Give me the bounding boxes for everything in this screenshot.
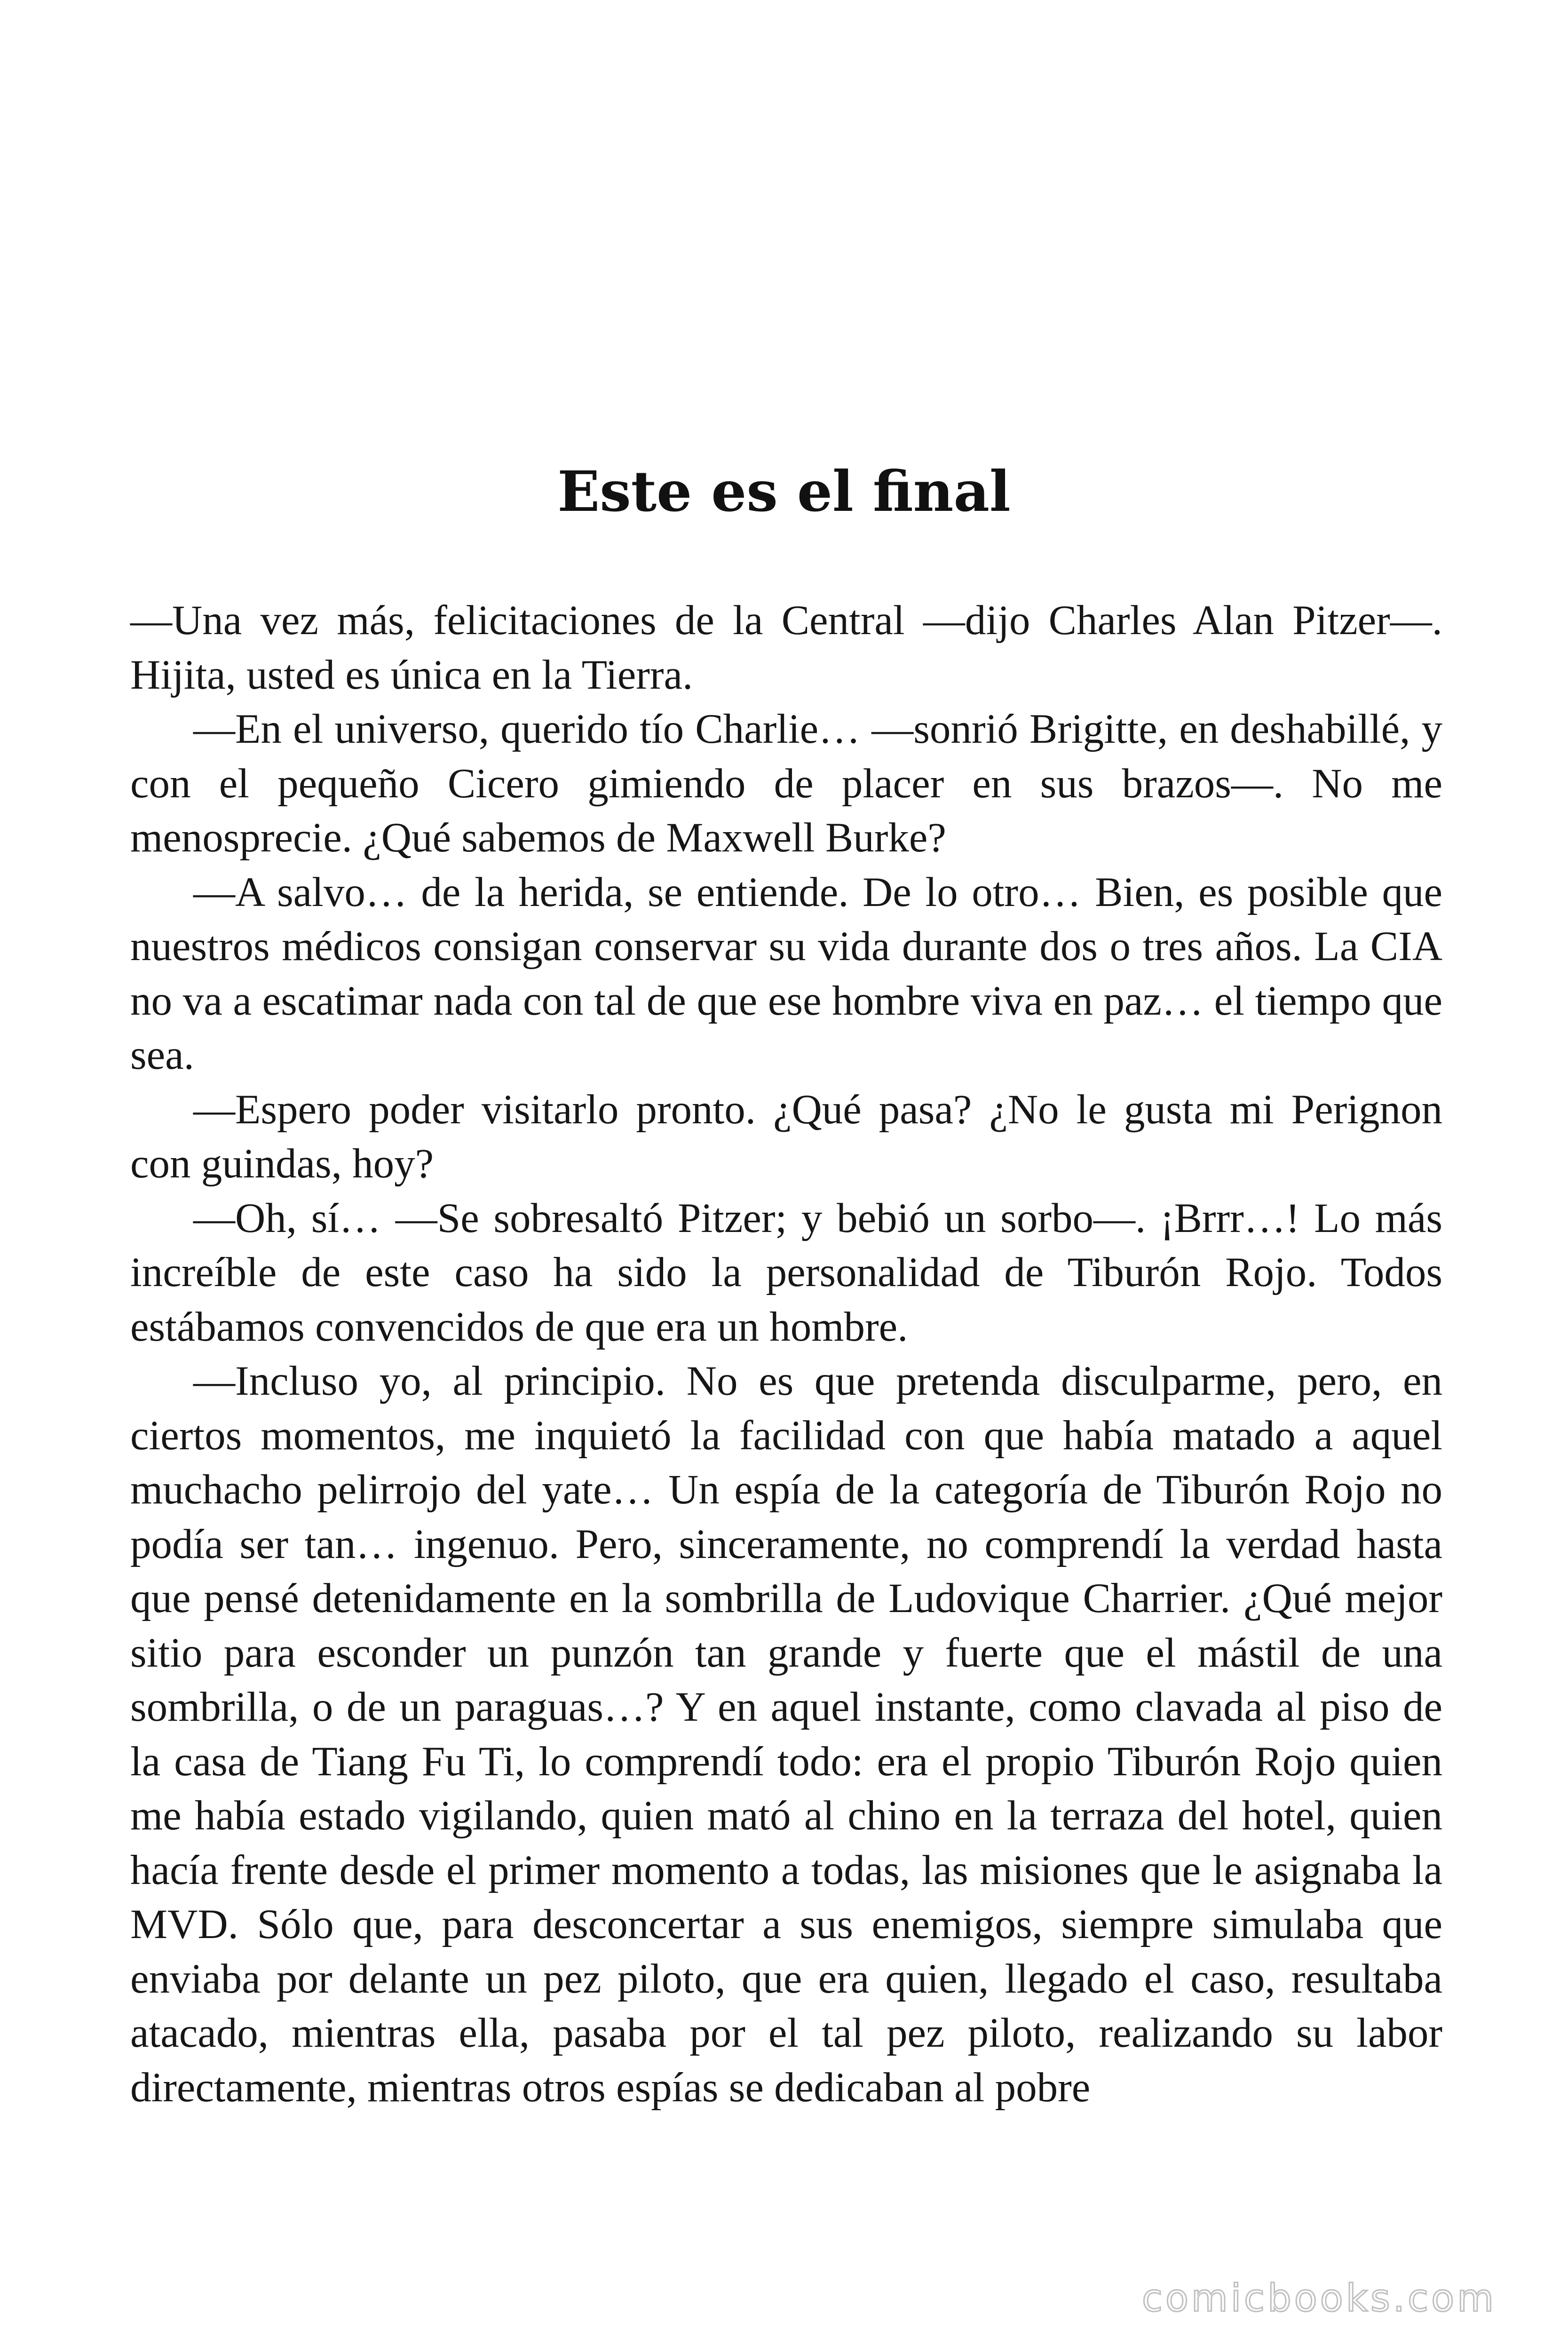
paragraph-2: —En el universo, querido tío Charlie… —sonrió Brigitte, en deshabillé, y con el pequeño Cicero gimiendo de placer en sus brazos—. No me menosprecie. ¿Qué sabemos de Maxwell Burke? <box>130 706 1442 861</box>
paragraph-6: —Incluso yo, al principio. No es que pretenda disculparme, pero, en ciertos momentos, me inquietó la facilidad con que había matado a aquel muchacho pelirrojo del yate… Un espía de la categoría de Tiburón Rojo no podía ser tan… ingenuo. Pero, sinceramente, no comprendí la verdad hasta que pensé detenidamente en la sombrilla de Ludovique Charrier. ¿Qué mejor sitio para esconder un punzón tan grande y fuerte que el mástil de una sombrilla, o de un paraguas…? Y en aquel instante, como clavada al piso de la casa de Tiang Fu Ti, lo comprendí todo: era el propio Tiburón Rojo quien me había estado vigilando, quien mató al chino en la terraza del hotel, quien hacía frente desde el primer momento a todas, las misiones que le asignaba la MVD. Sólo que, para desconcertar a sus enemigos, siempre simulaba que enviaba por delante un pez piloto, que era quien, llegado el caso, resultaba atacado, mientras ella, pasaba por el tal pez piloto, realizando su labor directamente, mientras otros espías se dedicaban al pobre <box>130 1358 1442 2111</box>
paragraph-4: —Espero poder visitarlo pronto. ¿Qué pasa? ¿No le gusta mi Perignon con guindas, hoy? <box>130 1086 1442 1187</box>
chapter-body <box>130 594 1442 2115</box>
site-watermark: comicbooks.com <box>1141 2276 1497 2320</box>
paragraph-1: —Una vez más, felicitaciones de la Central —dijo Charles Alan Pitzer—. Hijita, usted es única en la Tierra. <box>130 597 1442 698</box>
chapter-title: Este es el final <box>557 459 1011 524</box>
paragraph-5: —Oh, sí… —Se sobresaltó Pitzer; y bebió un sorbo—. ¡Brrr…! Lo más increíble de este caso ha sido la personalidad de Tiburón Rojo. Todos estábamos convencidos de que era un hombre. <box>130 1195 1442 1350</box>
paragraph-3: —A salvo… de la herida, se entiende. De lo otro… Bien, es posible que nuestros médicos consigan conservar su vida durante dos o tres años. La CIA no va a escatimar nada con tal de que ese hombre viva en paz… el tiempo que sea. <box>130 869 1442 1078</box>
